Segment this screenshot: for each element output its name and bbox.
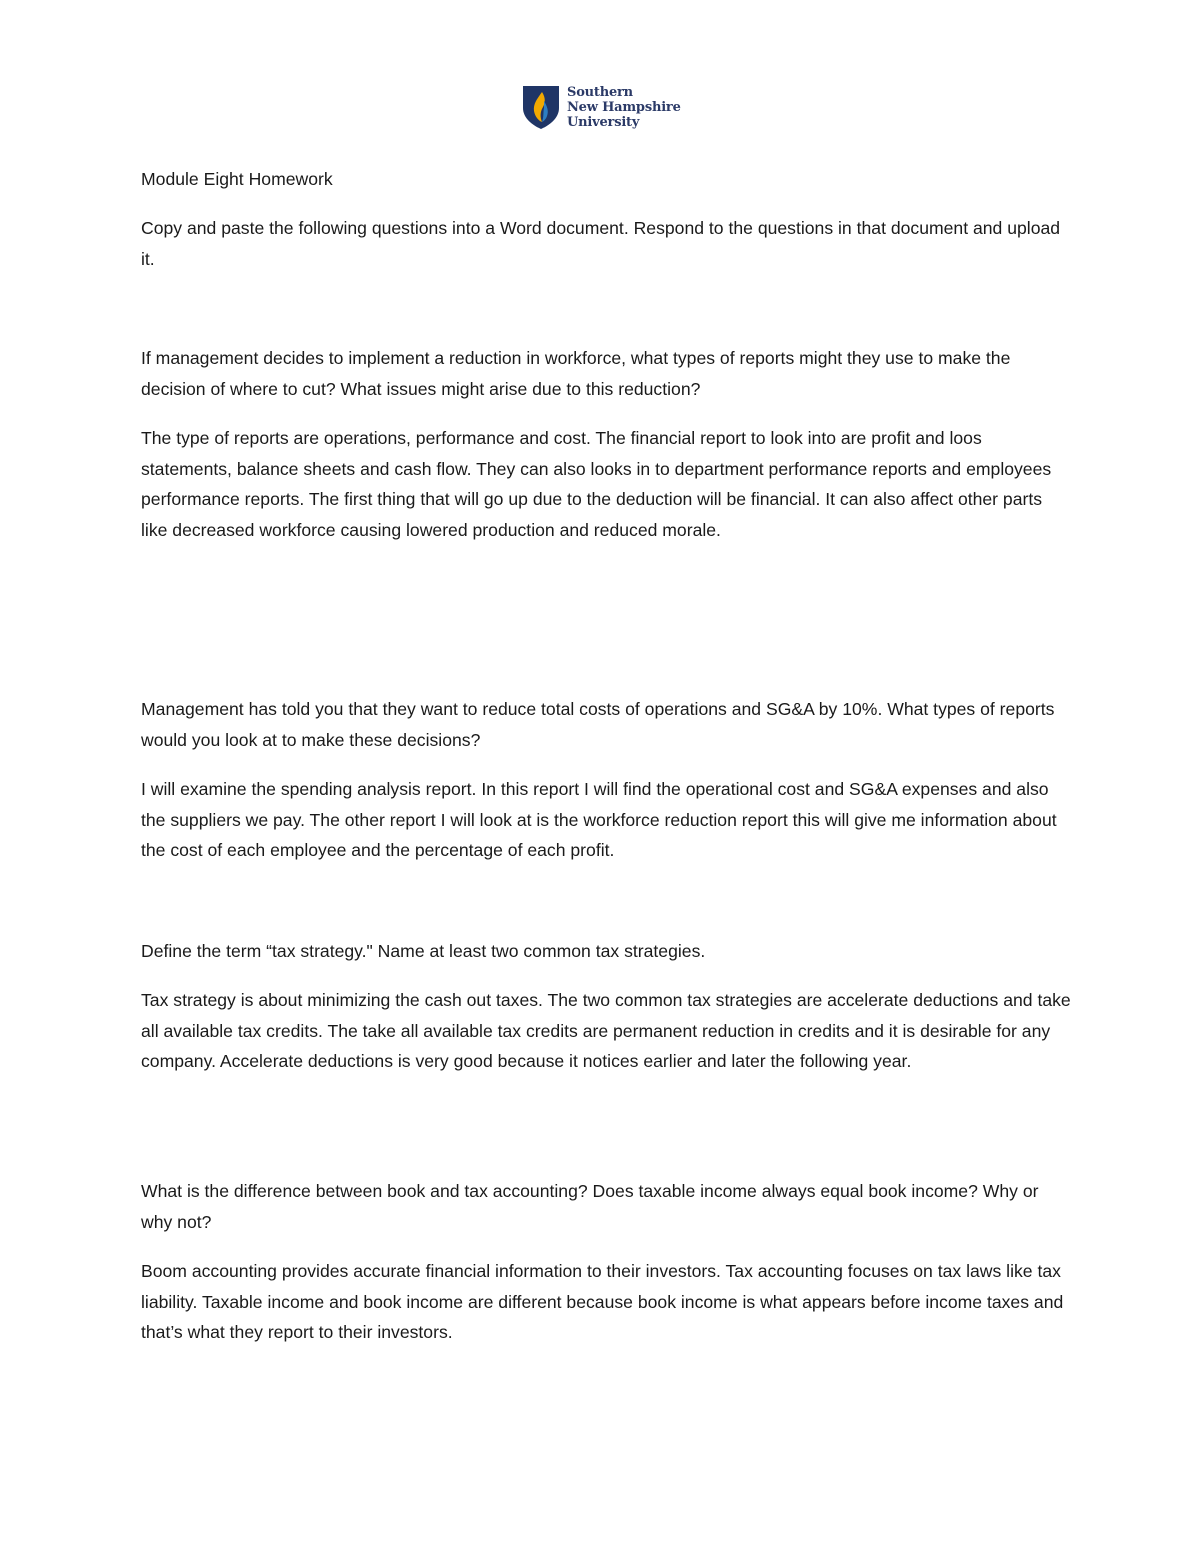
shield-flame-icon <box>521 84 561 130</box>
logo-line-3: University <box>567 115 640 130</box>
snhu-logo <box>521 84 681 132</box>
question-1: If management decides to implement a reduction in workforce, what types of reports might they use to make the decision of where to cut? What issues might arise due to this reduction? <box>141 348 1011 399</box>
document-title: Module Eight Homework <box>141 169 333 189</box>
document-instructions: Copy and paste the following questions into a Word document. Respond to the questions in that document and upload it. <box>141 218 1061 269</box>
logo-line-1: Southern <box>567 85 633 100</box>
question-3: Define the term “tax strategy." Name at least two common tax strategies. <box>141 941 706 961</box>
answer-1: The type of reports are operations, performance and cost. The financial report to look into are profit and loos statements, balance sheets and cash flow. They can also looks in to department performance reports and employees performance reports. The first thing that will go up due to the deduction will be financial. It can also affect other parts like decreased workforce causing lowered production and reduced morale. <box>141 428 1052 540</box>
question-2: Management has told you that they want to reduce total costs of operations and SG&A by 10%. What types of reports would you look at to make these decisions? <box>141 699 1055 750</box>
logo-wordmark <box>567 84 681 130</box>
answer-4: Boom accounting provides accurate financial information to their investors. Tax accounting focuses on tax laws like tax liability. Taxable income and book income are different because book income is what appears before income taxes and that’s what they report to their investors. <box>141 1261 1064 1342</box>
answer-2: I will examine the spending analysis report. In this report I will find the operational cost and SG&A expenses and also the suppliers we pay. The other report I will look at is the workforce reduction report this will give me information about the cost of each employee and the percentage of each profit. <box>141 779 1057 860</box>
logo-line-2: New Hampshire <box>567 100 681 115</box>
answer-3: Tax strategy is about minimizing the cash out taxes. The two common tax strategies are accelerate deductions and take all available tax credits. The take all available tax credits are permanent reduction in credits and it is desirable for any company. Accelerate deductions is very good because it notices earlier and later the following year. <box>141 990 1071 1071</box>
question-4: What is the difference between book and tax accounting? Does taxable income always equal book income? Why or why not? <box>141 1181 1039 1232</box>
